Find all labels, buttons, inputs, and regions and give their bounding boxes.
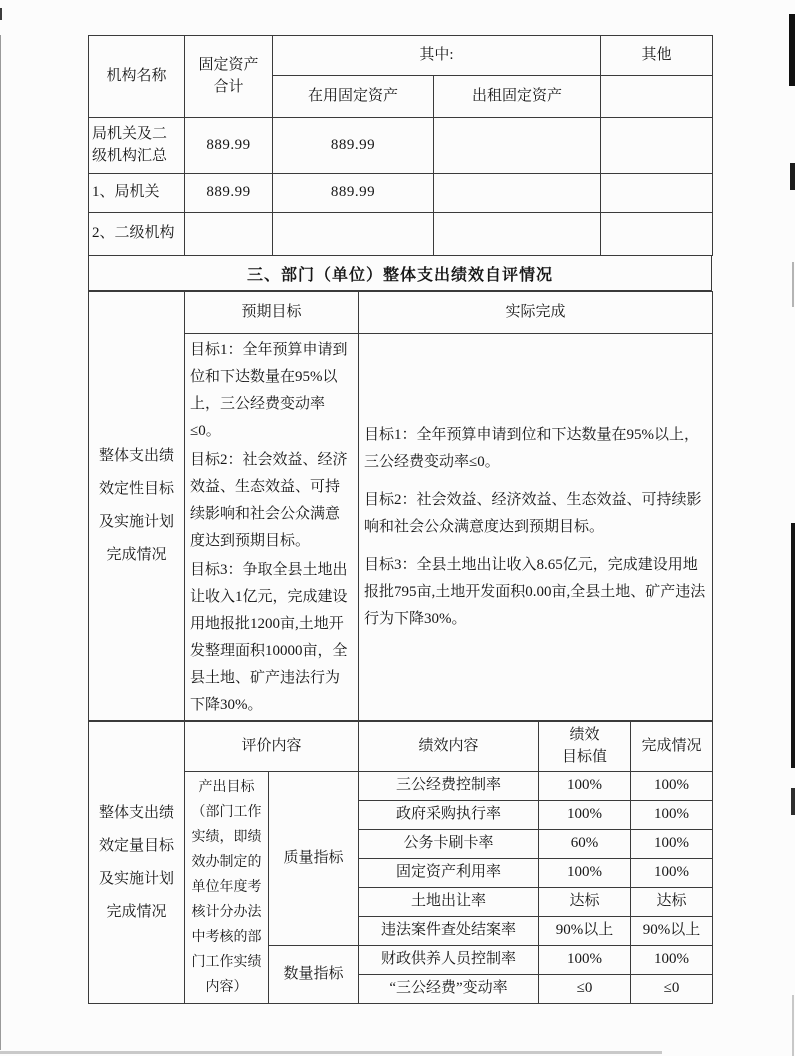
total-value-cell: 889.99 (185, 118, 273, 174)
header-fixed-assets-total-line2: 合计 (213, 78, 244, 95)
header-perf-target (539, 722, 631, 772)
header-perf-target-line1: 绩效 (569, 726, 600, 743)
scan-artifact-right-small (791, 788, 795, 815)
indicator-name: 土地出让率 (359, 888, 539, 917)
output-goal-cell: 产出目标（部门工作实绩，即绩效办制定的单位年度考核计分办法中考核的部门工作实绩内容） (185, 772, 269, 1004)
header-completion-status: 完成情况 (631, 722, 713, 772)
scan-artifact-left-line (0, 35, 1, 1050)
header-among-which: 其中: (273, 36, 601, 76)
header-perf-target-line2: 目标值 (562, 748, 608, 765)
header-other-empty-cell (601, 76, 713, 118)
header-rented-assets: 出租固定资产 (434, 76, 601, 118)
indicator-target: 100% (539, 859, 631, 888)
other-value-cell (601, 118, 713, 174)
total-value-cell: 889.99 (185, 174, 273, 213)
indicator-name: 政府采购执行率 (359, 801, 539, 830)
scan-artifact-right-faint (792, 262, 794, 307)
rented-value-cell (434, 174, 601, 213)
rented-value-cell (434, 213, 601, 256)
header-actual-completion: 实际完成 (359, 292, 713, 334)
indicator-done: 达标 (631, 888, 713, 917)
indicator-target: 100% (539, 772, 631, 801)
section-title: 三、部门（单位）整体支出绩效自评情况 (88, 256, 712, 291)
header-fixed-assets-total-line1: 固定资产 (198, 56, 259, 73)
report-table (88, 35, 712, 1004)
table-row (89, 118, 713, 174)
actual-goal-3: 目标3：全县土地出让收入8.65亿元，完成建设用地报批795亩,土地开发面积0.00亩,全县土地、矿产违法行为下降30%。 (364, 556, 706, 627)
org-name-cell: 1、局机关 (89, 174, 185, 213)
indicator-done: 100% (631, 859, 713, 888)
quantitative-side-label: 整体支出绩效定量目标及实施计划完成情况 (89, 722, 185, 1004)
indicator-name: “三公经费”变动率 (359, 975, 539, 1004)
expected-goal-2: 目标2：社会效益、经济效益、生态效益、可持续影响和社会公众满意度达到预期目标。 (190, 452, 348, 549)
indicator-name: 三公经费控制率 (359, 772, 539, 801)
indicator-name: 公务卡刷卡率 (359, 830, 539, 859)
indicator-target: ≤0 (539, 975, 631, 1004)
in-use-value-cell: 889.99 (273, 118, 434, 174)
scan-artifact-right-bar (791, 523, 795, 768)
header-in-use-assets: 在用固定资产 (273, 76, 434, 118)
indicator-done: 90%以上 (631, 917, 713, 946)
expected-goal-3: 目标3：争取全县土地出让收入1亿元，完成建设用地报批1200亩,土地开发整理面积10000亩，全县土地、矿产违法行为下降30%。 (190, 562, 348, 713)
table-row (89, 174, 713, 213)
fixed-assets-table (88, 35, 713, 256)
other-value-cell (601, 174, 713, 213)
indicator-target: 100% (539, 801, 631, 830)
indicator-done: 100% (631, 830, 713, 859)
quantity-indicator-label: 数量指标 (269, 946, 359, 1004)
indicator-done: ≤0 (631, 975, 713, 1004)
header-fixed-assets-total (185, 36, 273, 118)
header-perf-content: 绩效内容 (359, 722, 539, 772)
indicator-name: 固定资产利用率 (359, 859, 539, 888)
table-row (89, 213, 713, 256)
header-other: 其他 (601, 36, 713, 76)
in-use-value-cell (273, 213, 434, 256)
indicator-done: 100% (631, 772, 713, 801)
scan-artifact-right-dash (790, 163, 795, 190)
indicator-name: 违法案件查处结案率 (359, 917, 539, 946)
quantitative-indicators-table (88, 721, 713, 1004)
other-value-cell (601, 213, 713, 256)
header-eval-content: 评价内容 (185, 722, 359, 772)
scan-artifact-right-bottom-faint (792, 995, 794, 1056)
scan-artifact-bottom-shadow (0, 1051, 662, 1054)
in-use-value-cell: 889.99 (273, 174, 434, 213)
rented-value-cell (434, 118, 601, 174)
actual-goal-1: 目标1：全年预算申请到位和下达数量在95%以上，三公经费变动率≤0。 (364, 426, 699, 470)
indicator-target: 达标 (539, 888, 631, 917)
org-name-cell: 局机关及二级机构汇总 (89, 118, 185, 174)
expected-goal-1: 目标1：全年预算申请到位和下达数量在95%以上，三公经费变动率≤0。 (190, 342, 348, 439)
indicator-target: 100% (539, 946, 631, 975)
total-value-cell (185, 213, 273, 256)
header-expected-goal: 预期目标 (185, 292, 359, 334)
quality-indicator-label: 质量指标 (269, 772, 359, 946)
header-org-name: 机构名称 (89, 36, 185, 118)
actual-goals-cell (359, 334, 713, 721)
qualitative-side-label: 整体支出绩效定性目标及实施计划完成情况 (89, 292, 185, 721)
actual-goal-2: 目标2：社会效益、经济效益、生态效益、可持续影响和社会公众满意度达到预期目标。 (364, 491, 702, 535)
org-name-cell: 2、二级机构 (89, 213, 185, 256)
indicator-target: 60% (539, 830, 631, 859)
expected-goals-cell (185, 334, 359, 721)
indicator-done: 100% (631, 946, 713, 975)
scan-artifact-left-top-dash (0, 8, 2, 20)
qualitative-goals-table (88, 291, 713, 721)
indicator-target: 90%以上 (539, 917, 631, 946)
indicator-done: 100% (631, 801, 713, 830)
indicator-name: 财政供养人员控制率 (359, 946, 539, 975)
scan-artifact-right-top (789, 14, 795, 86)
